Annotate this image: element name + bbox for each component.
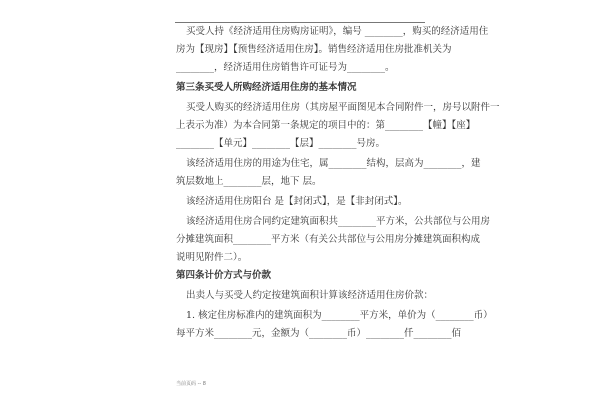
text-line: 出卖人与买受人约定按建筑面积计算该经济适用住房价款： [186, 290, 434, 301]
section-heading: 第三条买受人所购经济适用住房的基本情况 [176, 82, 357, 93]
text-line: 筑层数地上________层，地下 层。 [176, 176, 322, 187]
text-line: 该经济适用住房合同约定建筑面积共________平方米，公共部位与公用房 [186, 216, 491, 227]
header-rule [175, 22, 425, 23]
text-line: ________【单元】________【层】________号房。 [176, 138, 386, 149]
section-heading: 第四条计价方式与价款 [176, 270, 272, 281]
text-line: 买受人持《经济适用住房购房证明》，编号 ________，购买的经济适用住 [186, 26, 489, 37]
text-line: 分摊建筑面积________平方米（有关公共部位与公用房分摊建筑面积构成 [176, 234, 481, 245]
text-line: ________，经济适用住房销售许可证号为________。 [176, 62, 395, 73]
text-line: 每平方米________元，金额为（________币）________仟________佰 [176, 328, 462, 339]
text-line: 房为【现房】【预售经济适用住房】。销售经济适用住房批准机关为 [176, 44, 452, 55]
text-line: 该经济适用住房阳台 是【封闭式】，是【非封闭式】。 [186, 196, 408, 207]
text-line: 上表示为准）为本合同第一条规定的项目中的：第________【幢】【座】 [176, 120, 476, 131]
text-line: 该经济适用住房的用途为住宅，属________结构，层高为________，建 [186, 158, 481, 169]
text-line: 1. 核定住房标准内的建筑面积为________平方米，单价为（________币） [186, 310, 493, 321]
page-footer: 当前页码 -- 8 [176, 381, 206, 387]
text-line: 买受人购买的经济适用住房（其房屋平面图见本合同附件一，房号以附件一 [186, 102, 500, 113]
text-line: 说明见附件二）。 [176, 252, 248, 263]
